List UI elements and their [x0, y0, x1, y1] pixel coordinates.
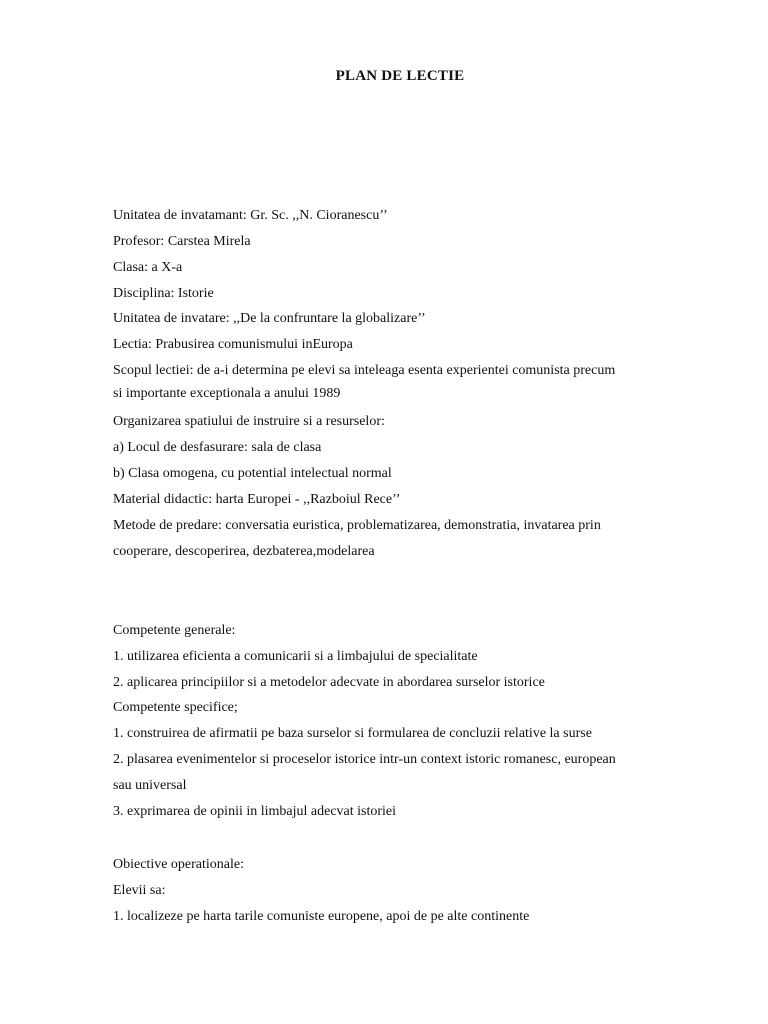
text-line-scopul: Scopul lectiei: de a-i determina pe elevi sa inteleaga esenta experientei comunista precum	[113, 363, 616, 378]
text-line-competenta-2: 2. aplicarea principiilor si a metodelor adecvate in abordarea surselor istorice	[113, 675, 545, 690]
text-line-unitatea-invatare: Unitatea de invatare: ,,De la confruntare la globalizare’’	[113, 311, 426, 326]
text-line-specifica-2-cont: sau universal	[113, 778, 187, 793]
text-line-material: Material didactic: harta Europei - ,,Razboiul Rece’’	[113, 492, 401, 507]
text-line-clasa-omogena: b) Clasa omogena, cu potential intelectual normal	[113, 466, 392, 481]
text-line-competente-specifice: Competente specifice;	[113, 700, 238, 715]
text-line-metode: Metode de predare: conversatia euristica, problematizarea, demonstratia, invatarea prin	[113, 518, 601, 533]
text-line-specifica-2: 2. plasarea evenimentelor si proceselor istorice intr-un context istoric romanesc, european	[113, 752, 616, 767]
text-line-specifica-3: 3. exprimarea de opinii in limbajul adecvat istoriei	[113, 804, 397, 819]
text-line-metode-cont: cooperare, descoperirea, dezbaterea,modelarea	[113, 544, 375, 559]
text-line-obiective: Obiective operationale:	[113, 857, 244, 872]
text-line-elevii: Elevii sa:	[113, 883, 166, 898]
text-line-profesor: Profesor: Carstea Mirela	[113, 234, 251, 249]
text-line-lectia: Lectia: Prabusirea comunismului inEuropa	[113, 337, 353, 352]
page-title: PLAN DE LECTIE	[335, 68, 465, 84]
text-line-competenta-1: 1. utilizarea eficienta a comunicarii si a limbajului de specialitate	[113, 649, 478, 664]
text-line-unitatea-invatamant: Unitatea de invatamant: Gr. Sc. ,,N. Cioranescu’’	[113, 208, 388, 223]
text-line-obiectiv-1: 1. localizeze pe harta tarile comuniste europene, apoi de pe alte continente	[113, 909, 530, 924]
text-line-disciplina: Disciplina: Istorie	[113, 286, 214, 301]
text-line-clasa: Clasa: a X-a	[113, 260, 183, 275]
text-line-locul: a) Locul de desfasurare: sala de clasa	[113, 440, 322, 455]
text-line-competente-generale: Competente generale:	[113, 623, 236, 638]
text-line-specifica-1: 1. construirea de afirmatii pe baza surselor si formularea de concluzii relative la surse	[113, 726, 592, 741]
text-line-scopul-cont: si importante exceptionala a anului 1989	[113, 386, 341, 401]
text-line-organizarea: Organizarea spatiului de instruire si a resurselor:	[113, 414, 385, 429]
